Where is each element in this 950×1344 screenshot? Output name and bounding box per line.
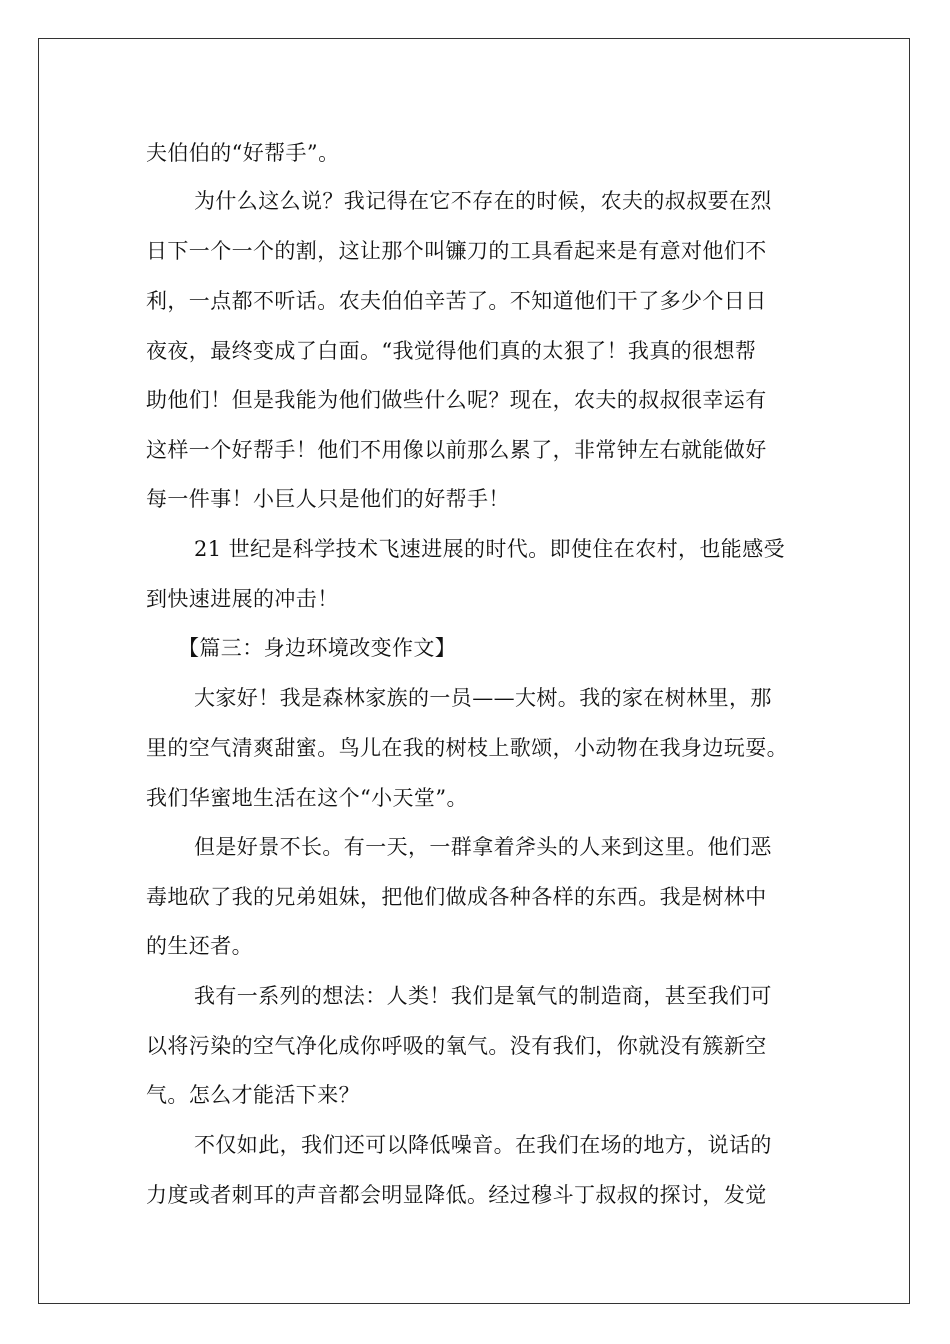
paragraph-start-line: 我有一系列的想法：人类！我们是氧气的制造商，甚至我们可 xyxy=(194,984,772,1008)
section-heading: 【篇三：身边环境改变作文】 xyxy=(178,636,457,660)
page-border xyxy=(38,38,910,1304)
text-line: 我们华蜜地生活在这个“小天堂”。 xyxy=(146,786,468,810)
text-line: 里的空气清爽甜蜜。鸟儿在我的树枝上歌颂，小动物在我身边玩耍。 xyxy=(146,736,788,760)
paragraph-start-line: 大家好！我是森林家族的一员——大树。我的家在树林里，那 xyxy=(194,686,772,710)
text-line: 每一件事！小巨人只是他们的好帮手！ xyxy=(146,487,510,511)
text-line: 的生还者。 xyxy=(146,934,253,958)
paragraph-start-line: 不仅如此，我们还可以降低噪音。在我们在场的地方，说话的 xyxy=(194,1133,772,1157)
text-line: 气。怎么才能活下来？ xyxy=(146,1083,360,1107)
text-line: 到快速进展的冲击！ xyxy=(146,587,339,611)
text-line: 力度或者刺耳的声音都会明显降低。经过穆斗丁叔叔的探讨，发觉 xyxy=(146,1183,767,1207)
text-line: 日下一个一个的割，这让那个叫镰刀的工具看起来是有意对他们不 xyxy=(146,239,767,263)
text-line: 毒地砍了我的兄弟姐妹，把他们做成各种各样的东西。我是树林中 xyxy=(146,885,767,909)
paragraph-start-line: 为什么这么说？我记得在它不存在的时候，农夫的叔叔要在烈 xyxy=(194,189,772,213)
text-line: 利，一点都不听话。农夫伯伯辛苦了。不知道他们干了多少个日日 xyxy=(146,289,767,313)
text-line: 夫伯伯的“好帮手”。 xyxy=(146,141,340,165)
text-line: 夜夜，最终变成了白面。“我觉得他们真的太狠了！我真的很想帮 xyxy=(146,339,757,363)
text-line: 助他们！但是我能为他们做些什么呢？现在，农夫的叔叔很幸运有 xyxy=(146,388,767,412)
text-line: 以将污染的空气净化成你呼吸的氧气。没有我们，你就没有簇新空 xyxy=(146,1034,767,1058)
paragraph-start-line: 21 世纪是科学技术飞速进展的时代。即使住在农村，也能感受 xyxy=(194,537,785,561)
text-line: 这样一个好帮手！他们不用像以前那么累了，非常钟左右就能做好 xyxy=(146,438,767,462)
paragraph-start-line: 但是好景不长。有一天，一群拿着斧头的人来到这里。他们恶 xyxy=(194,835,772,859)
